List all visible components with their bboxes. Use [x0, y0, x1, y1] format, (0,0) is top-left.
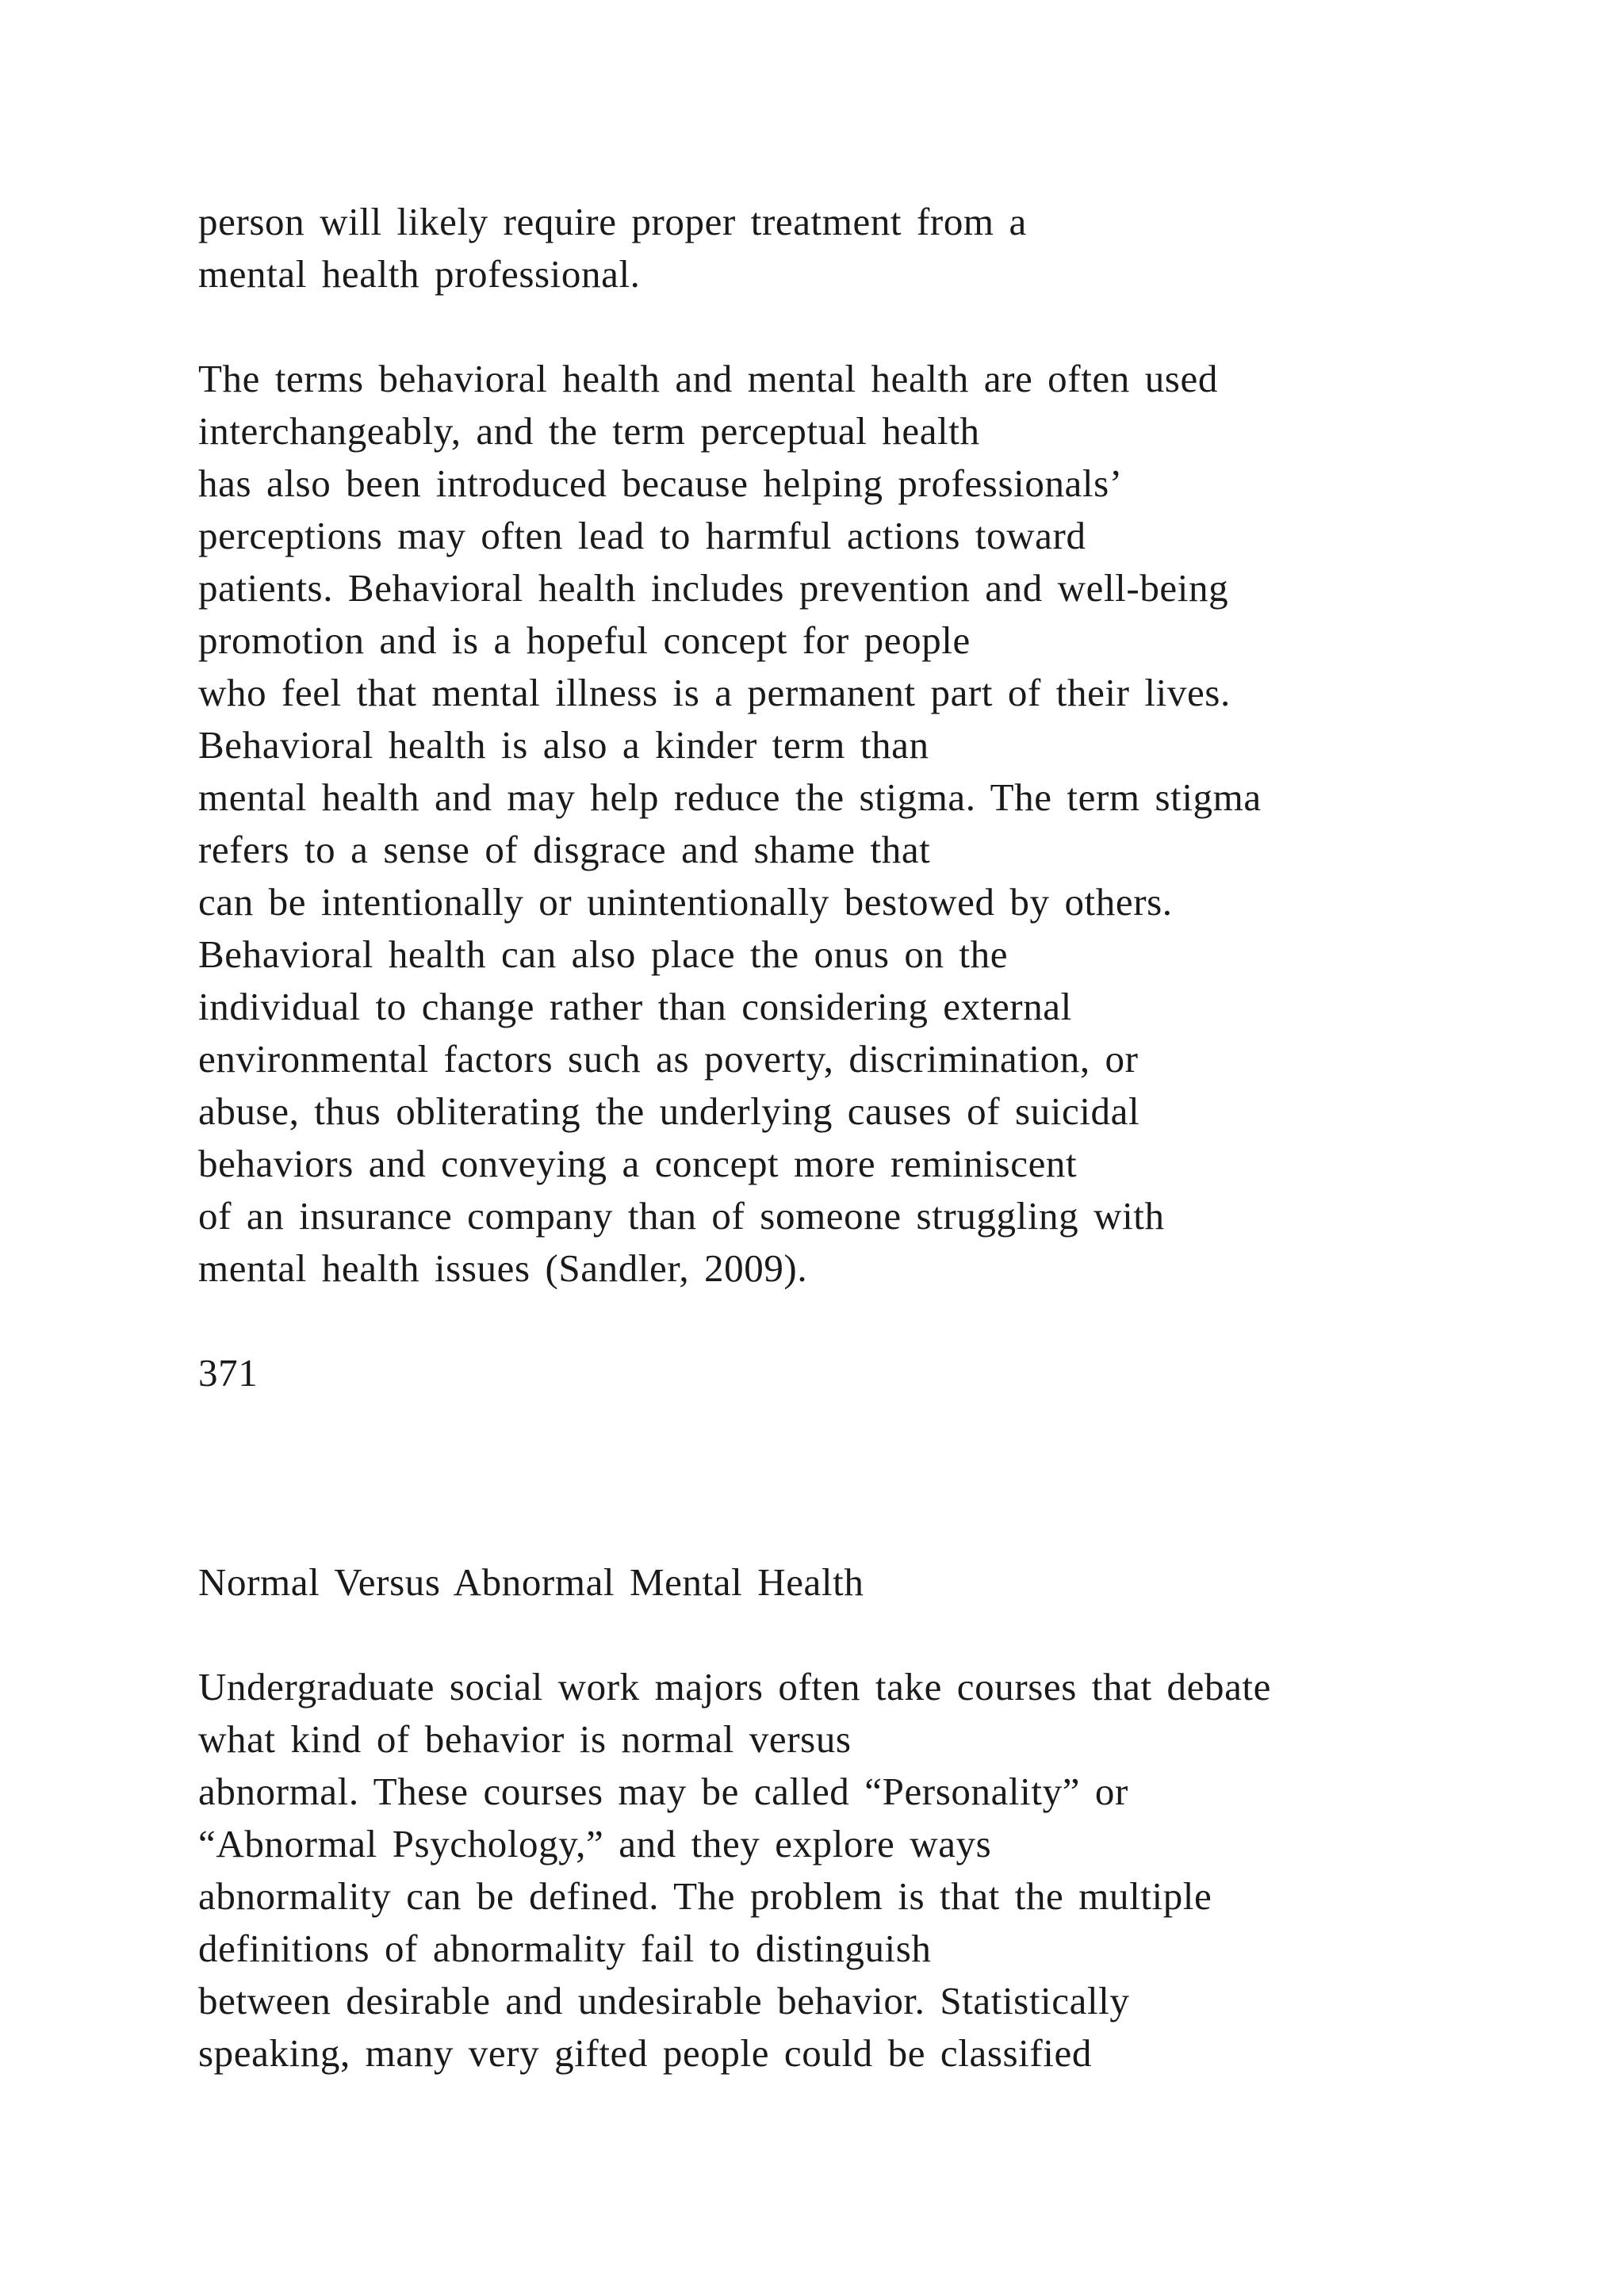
text-line: has also been introduced because helping professionals’	[198, 461, 1123, 505]
text-line: abuse, thus obliterating the underlying causes of suicidal	[198, 1089, 1140, 1133]
text-line: Behavioral health is also a kinder term than	[198, 723, 929, 767]
text-line: interchangeably, and the term perceptual health	[198, 409, 980, 453]
text-line: The terms behavioral health and mental health are often used	[198, 357, 1218, 400]
text-line: mental health and may help reduce the stigma. The term stigma	[198, 775, 1262, 819]
text-line: perceptions may often lead to harmful actions toward	[198, 514, 1086, 557]
text-line: can be intentionally or unintentionally bestowed by others.	[198, 880, 1173, 924]
section-heading: Normal Versus Abnormal Mental Health	[198, 1560, 864, 1604]
text-line: abnormal. These courses may be called “Personality” or	[198, 1770, 1128, 1813]
text-line: Behavioral health can also place the onus on the	[198, 932, 1009, 976]
text-line: who feel that mental illness is a permanent part of their lives.	[198, 671, 1231, 714]
text-line: patients. Behavioral health includes prevention and well-being	[198, 566, 1229, 610]
text-line: promotion and is a hopeful concept for people	[198, 618, 971, 662]
text-line: speaking, many very gifted people could be classified	[198, 2031, 1092, 2075]
text-line: individual to change rather than considering external	[198, 985, 1072, 1028]
text-line: mental health issues (Sandler, 2009).	[198, 1246, 808, 1290]
text-line: what kind of behavior is normal versus	[198, 1717, 852, 1761]
text-line: environmental factors such as poverty, discrimination, or	[198, 1037, 1139, 1081]
text-line: abnormality can be defined. The problem is that the multiple	[198, 1874, 1212, 1918]
page-number: 371	[198, 1351, 259, 1395]
text-line: refers to a sense of disgrace and shame that	[198, 828, 931, 871]
text-line: of an insurance company than of someone struggling with	[198, 1194, 1165, 1238]
text-line: “Abnormal Psychology,” and they explore ways	[198, 1822, 992, 1866]
text-line: mental health professional.	[198, 252, 641, 296]
text-line: definitions of abnormality fail to distinguish	[198, 1927, 932, 1970]
text-line: Undergraduate social work majors often take courses that debate	[198, 1665, 1271, 1709]
text-line: behaviors and conveying a concept more reminiscent	[198, 1142, 1078, 1185]
text-line: person will likely require proper treatment from a	[198, 200, 1027, 243]
text-line: between desirable and undesirable behavior. Statistically	[198, 1979, 1130, 2022]
